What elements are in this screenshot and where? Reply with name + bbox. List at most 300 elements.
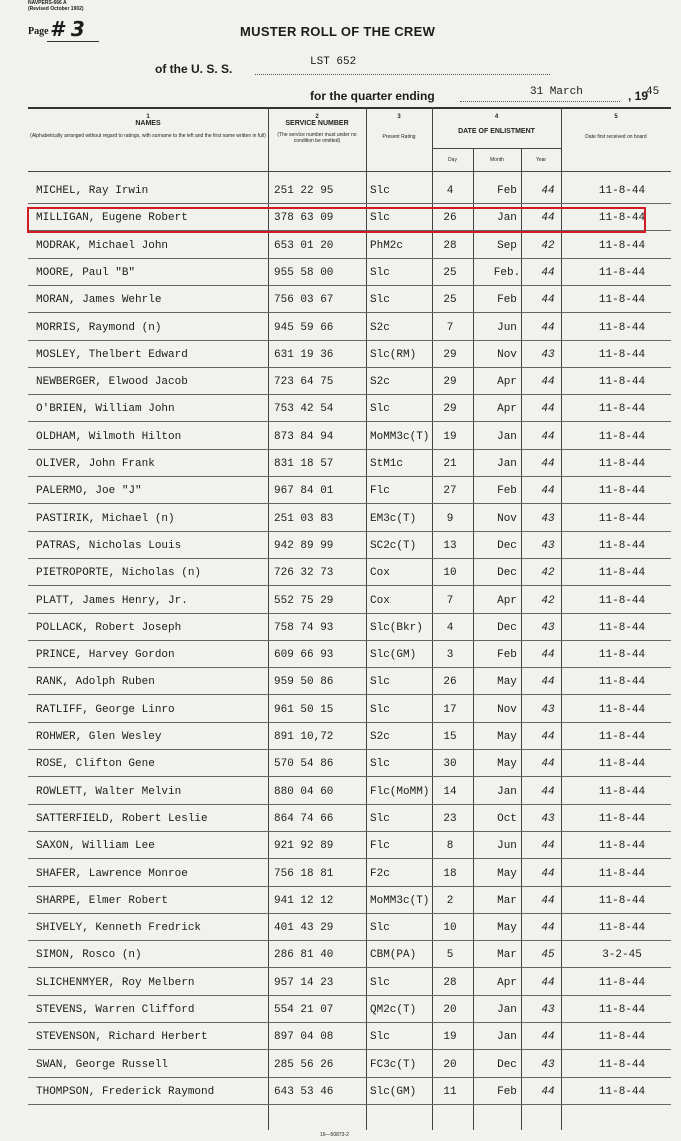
date-received: 11-8-44	[598, 294, 646, 307]
enlist-month: Feb.	[493, 266, 521, 279]
date-received: 11-8-44	[598, 867, 646, 880]
enlist-day: 7	[446, 321, 454, 334]
enlist-year: 44	[541, 976, 555, 989]
crew-name: SATTERFIELD, Robert Leslie	[36, 812, 208, 825]
enlist-month: Dec	[497, 567, 517, 580]
enlist-year: 44	[541, 894, 555, 907]
date-received: 3-2-45	[602, 949, 642, 962]
service-number: 891 10,72	[274, 731, 334, 743]
rating: S2c	[370, 321, 390, 334]
service-number: 378 63 09	[274, 212, 334, 225]
table-row	[28, 886, 671, 914]
service-number: 897 04 08	[274, 1031, 334, 1044]
rating: Slc(Bkr)	[370, 621, 423, 634]
service-number: 552 75 29	[274, 594, 334, 607]
date-received: 11-8-44	[598, 458, 646, 470]
crew-name: ROSE, Clifton Gene	[36, 758, 155, 771]
table-top-rule	[28, 107, 671, 109]
enlistment-day-header: Day	[448, 157, 457, 163]
enlist-month: Apr	[497, 594, 517, 607]
table-row	[28, 749, 671, 777]
rating: Slc	[370, 185, 390, 197]
service-number: 631 19 36	[274, 348, 334, 361]
enlist-month: Feb	[497, 185, 517, 197]
table-row	[28, 586, 671, 614]
ship-value: LST 652	[310, 56, 357, 68]
enlist-month: May	[497, 867, 517, 880]
service-number: 942 89 99	[274, 539, 334, 552]
rating: PhM2c	[370, 239, 404, 252]
enlist-month: Jun	[497, 321, 517, 334]
date-received: 11-8-44	[598, 185, 646, 197]
table-row	[28, 722, 671, 750]
date-received: 11-8-44	[598, 485, 646, 498]
table-row	[28, 913, 671, 941]
crew-name: SHAFER, Lawrence Monroe	[36, 867, 188, 880]
rating: F2c	[370, 867, 390, 880]
enlist-year: 44	[541, 758, 555, 771]
enlist-month: Jan	[497, 430, 517, 443]
date-received: 11-8-44	[598, 594, 646, 607]
table-row	[28, 258, 671, 286]
table-row	[28, 804, 671, 832]
service-col-title: SERVICE NUMBER	[285, 120, 349, 127]
enlist-month: Jan	[497, 1031, 517, 1044]
header-received	[561, 114, 671, 140]
rating: Flc(MoMM)	[370, 785, 430, 798]
enlist-month: Mar	[497, 894, 517, 907]
service-number: 967 84 01	[274, 485, 334, 498]
crew-name: THOMPSON, Frederick Raymond	[36, 1085, 215, 1098]
enlist-year: 44	[541, 403, 555, 416]
table-row	[28, 640, 671, 668]
enlist-day: 20	[443, 1058, 457, 1071]
rating: Cox	[370, 567, 390, 580]
enlist-year: 44	[541, 922, 555, 935]
crew-name: MILLIGAN, Eugene Robert	[36, 212, 188, 225]
rating: S2c	[370, 731, 390, 743]
service-number: 285 56 26	[274, 1058, 334, 1071]
service-number: 554 21 07	[274, 1004, 334, 1016]
date-received: 11-8-44	[598, 840, 646, 853]
enlist-month: Jan	[497, 1004, 517, 1016]
rating: Slc(GM)	[370, 649, 417, 662]
enlist-day: 26	[443, 212, 457, 225]
rating: CBM(PA)	[370, 949, 417, 962]
rating: Cox	[370, 594, 390, 607]
enlist-month: Feb	[497, 649, 517, 662]
date-received: 11-8-44	[598, 321, 646, 334]
enlist-year: 44	[541, 649, 555, 662]
header-names	[28, 114, 268, 139]
ship-label: of the U. S. S.	[155, 62, 233, 76]
names-col-num: 1	[146, 114, 150, 120]
date-received: 11-8-44	[598, 430, 646, 443]
service-number: 959 50 86	[274, 676, 334, 689]
crew-name: MICHEL, Ray Irwin	[36, 185, 149, 197]
rating: Slc	[370, 212, 390, 225]
service-number: 609 66 93	[274, 649, 334, 662]
rating: FC3c(T)	[370, 1058, 417, 1071]
service-number: 921 92 89	[274, 840, 334, 853]
year-value: 45	[646, 86, 660, 98]
rating-col-num: 3	[397, 114, 401, 120]
enlist-year: 44	[541, 458, 555, 470]
enlist-year: 44	[541, 1085, 555, 1098]
enlist-year: 44	[541, 185, 555, 197]
date-received: 11-8-44	[598, 785, 646, 798]
crew-name: ROWLETT, Walter Melvin	[36, 785, 182, 798]
enlist-month: Dec	[497, 1058, 517, 1071]
enlist-day: 20	[443, 1004, 457, 1016]
table-row	[28, 1077, 671, 1105]
crew-name: SIMON, Rosco (n)	[36, 949, 142, 962]
service-number: 251 22 95	[274, 185, 334, 197]
rating: MoMM3c(T)	[370, 430, 430, 443]
date-received: 11-8-44	[598, 922, 646, 935]
table-row	[28, 859, 671, 887]
table-row	[28, 449, 671, 477]
service-number: 286 81 40	[274, 949, 334, 962]
enlist-day: 7	[446, 594, 454, 607]
rating: Slc	[370, 758, 390, 771]
table-row	[28, 1050, 671, 1078]
rating: Slc	[370, 703, 390, 716]
rating: Slc	[370, 294, 390, 307]
enlist-day: 11	[443, 1085, 457, 1098]
date-received: 11-8-44	[598, 1058, 646, 1071]
enlist-year: 43	[541, 621, 555, 634]
table-row	[28, 695, 671, 723]
date-received: 11-8-44	[598, 376, 646, 389]
service-number: 756 18 81	[274, 867, 334, 880]
crew-name: PATRAS, Nicholas Louis	[36, 539, 182, 552]
enlist-year: 44	[541, 867, 555, 880]
enlist-day: 29	[443, 348, 457, 361]
rating: Slc	[370, 403, 390, 416]
enlist-year: 42	[541, 567, 555, 580]
enlist-year: 43	[541, 539, 555, 552]
enlist-day: 19	[443, 1031, 457, 1044]
enlist-year: 44	[541, 294, 555, 307]
quarter-line	[460, 101, 620, 102]
enlist-day: 29	[443, 403, 457, 416]
table-row	[28, 313, 671, 341]
rating: SC2c(T)	[370, 539, 417, 552]
crew-name: ROHWER, Glen Wesley	[36, 731, 162, 743]
enlistment-col-title: DATE OF ENLISTMENT	[458, 128, 535, 135]
date-received: 11-8-44	[598, 894, 646, 907]
enlistment-month-header: Month	[490, 157, 504, 163]
enlist-year: 44	[541, 731, 555, 743]
service-number: 643 53 46	[274, 1085, 334, 1098]
crew-name: OLDHAM, Wilmoth Hilton	[36, 430, 182, 443]
date-received: 11-8-44	[598, 403, 646, 416]
enlistment-year-header: Year	[535, 157, 547, 163]
crew-name: PRINCE, Harvey Gordon	[36, 649, 175, 662]
crew-name: STEVENS, Warren Clifford	[36, 1004, 195, 1016]
row-highlight	[27, 207, 646, 233]
service-number: 653 01 20	[274, 239, 334, 252]
crew-name: NEWBERGER, Elwood Jacob	[36, 376, 188, 389]
header-rating	[366, 114, 432, 140]
table-row	[28, 777, 671, 805]
enlist-day: 9	[446, 512, 454, 525]
service-number: 961 50 15	[274, 703, 334, 716]
service-number: 723 64 75	[274, 376, 334, 389]
rating: Slc	[370, 976, 390, 989]
enlist-month: Dec	[497, 539, 517, 552]
table-row	[28, 340, 671, 368]
service-number: 831 18 57	[274, 458, 334, 470]
enlist-day: 10	[443, 922, 457, 935]
crew-name: SHIVELY, Kenneth Fredrick	[36, 922, 202, 935]
table-row	[28, 176, 671, 204]
enlist-month: Nov	[497, 348, 517, 361]
enlist-day: 28	[443, 976, 457, 989]
table-row	[28, 968, 671, 996]
crew-name: MODRAK, Michael John	[36, 239, 169, 252]
date-received: 11-8-44	[598, 539, 646, 552]
enlist-day: 26	[443, 676, 457, 689]
enlist-month: Feb	[497, 294, 517, 307]
rating-col-title: Present Rating	[382, 134, 416, 140]
enlist-month: Feb	[497, 1085, 517, 1098]
date-received: 11-8-44	[598, 1004, 646, 1016]
table-row	[28, 831, 671, 859]
enlist-day: 28	[443, 239, 457, 252]
date-received: 11-8-44	[598, 676, 646, 689]
enlist-month: Mar	[497, 949, 517, 962]
print-code: 16—50873-2	[320, 1132, 349, 1138]
enlist-year: 44	[541, 676, 555, 689]
enlistment-col-num: 4	[494, 114, 499, 120]
page-number-line	[47, 41, 99, 42]
crew-name: SHARPE, Elmer Robert	[36, 894, 169, 907]
form-id-line2: (Revised October 1902)	[28, 6, 84, 12]
enlist-year: 42	[541, 239, 555, 252]
enlist-day: 4	[446, 621, 454, 634]
crew-name: MOORE, Paul "B"	[36, 266, 136, 279]
enlist-day: 2	[446, 894, 454, 907]
enlist-year: 44	[541, 1031, 555, 1044]
service-number: 945 59 66	[274, 321, 334, 334]
crew-name: MORRIS, Raymond (n)	[36, 321, 162, 334]
table-row	[28, 367, 671, 395]
date-received: 11-8-44	[598, 266, 646, 279]
enlist-year: 43	[541, 348, 555, 361]
enlist-day: 5	[446, 949, 454, 962]
enlist-month: Dec	[497, 621, 517, 634]
enlist-day: 25	[443, 294, 457, 307]
date-received: 11-8-44	[598, 731, 646, 743]
crew-name: MORAN, James Wehrle	[36, 294, 162, 307]
date-received: 11-8-44	[598, 649, 646, 662]
service-number: 957 14 23	[274, 976, 334, 989]
enlist-day: 23	[443, 812, 457, 825]
table-row	[28, 613, 671, 641]
enlist-month: May	[497, 731, 517, 743]
rating: Slc(GM)	[370, 1085, 417, 1098]
date-received: 11-8-44	[598, 212, 646, 225]
page-number: # 3	[50, 17, 85, 41]
service-number: 753 42 54	[274, 403, 334, 416]
crew-name: POLLACK, Robert Joseph	[36, 621, 182, 634]
header-service	[268, 114, 366, 144]
service-number: 955 58 00	[274, 266, 334, 279]
enlist-month: Apr	[497, 376, 517, 389]
enlist-month: Apr	[497, 976, 517, 989]
service-number: 864 74 66	[274, 812, 334, 825]
enlist-month: May	[497, 922, 517, 935]
service-number: 756 03 67	[274, 294, 334, 307]
service-number: 570 54 86	[274, 758, 334, 771]
enlist-month: Jan	[497, 458, 517, 470]
rating: EM3c(T)	[370, 512, 417, 525]
enlist-year: 43	[541, 1004, 555, 1016]
enlist-day: 30	[443, 758, 457, 771]
enlist-year: 44	[541, 785, 555, 798]
date-received: 11-8-44	[598, 1085, 646, 1098]
enlist-day: 19	[443, 430, 457, 443]
rating: Slc	[370, 676, 390, 689]
page-title: MUSTER ROLL OF THE CREW	[240, 24, 436, 39]
crew-name: PALERMO, Joe "J"	[36, 485, 142, 498]
crew-name: SLICHENMYER, Roy Melbern	[36, 976, 195, 989]
rating: QM2c(T)	[370, 1004, 417, 1016]
enlist-year: 44	[541, 840, 555, 853]
enlist-year: 42	[541, 594, 555, 607]
rating: Flc	[370, 840, 390, 853]
date-received: 11-8-44	[598, 621, 646, 634]
rating: Slc	[370, 1031, 390, 1044]
table-row	[28, 422, 671, 450]
enlist-month: Sep	[497, 239, 517, 252]
date-received: 11-8-44	[598, 976, 646, 989]
table-row	[28, 995, 671, 1023]
table-row	[28, 531, 671, 559]
enlist-day: 14	[443, 785, 457, 798]
crew-name: PLATT, James Henry, Jr.	[36, 594, 188, 607]
service-col-note: (The service number must under no condition be omitted)	[277, 132, 357, 144]
enlist-month: May	[497, 676, 517, 689]
rating: Slc(RM)	[370, 348, 417, 361]
names-col-title: NAMES	[135, 120, 161, 127]
enlist-year: 45	[541, 949, 555, 962]
enlist-year: 44	[541, 266, 555, 279]
date-received: 11-8-44	[598, 512, 646, 525]
crew-name: RATLIFF, George Linro	[36, 703, 175, 716]
table-row	[28, 504, 671, 532]
enlist-day: 8	[446, 840, 454, 853]
year-label: , 19	[628, 89, 649, 103]
crew-name: MOSLEY, Thelbert Edward	[36, 348, 188, 361]
table-row	[28, 231, 671, 259]
table-row	[28, 394, 671, 422]
enlist-month: Jan	[497, 212, 517, 225]
enlist-day: 21	[443, 458, 457, 470]
crew-name: O'BRIEN, William John	[36, 403, 175, 416]
enlist-year: 44	[541, 321, 555, 334]
enlist-year: 43	[541, 812, 555, 825]
rating: Slc	[370, 266, 390, 279]
enlist-day: 10	[443, 567, 457, 580]
service-number: 726 32 73	[274, 567, 334, 580]
enlist-year: 43	[541, 512, 555, 525]
enlist-year: 43	[541, 1058, 555, 1071]
enlist-month: May	[497, 758, 517, 771]
form-id	[28, 0, 84, 12]
table-row	[28, 285, 671, 313]
service-number: 401 43 29	[274, 922, 334, 935]
crew-name: OLIVER, John Frank	[36, 458, 155, 470]
date-received: 11-8-44	[598, 812, 646, 825]
date-received: 11-8-44	[598, 567, 646, 580]
crew-name: SWAN, George Russell	[36, 1058, 169, 1071]
table-header-rule	[28, 171, 671, 172]
date-received: 11-8-44	[598, 703, 646, 716]
enlist-day: 4	[446, 185, 454, 197]
received-col-num: 5	[614, 114, 618, 120]
enlist-year: 44	[541, 430, 555, 443]
form-id-line1: NAVPERS-666 A	[28, 0, 67, 6]
service-number: 941 12 12	[274, 894, 334, 907]
enlist-month: Nov	[497, 512, 517, 525]
table-row	[28, 558, 671, 586]
enlist-day: 27	[443, 485, 457, 498]
enlist-year: 43	[541, 703, 555, 716]
crew-name: RANK, Adolph Ruben	[36, 676, 155, 689]
date-received: 11-8-44	[598, 758, 646, 771]
enlistment-subhead-rule	[432, 148, 561, 149]
quarter-value: 31 March	[530, 86, 583, 98]
enlist-month: Feb	[497, 485, 517, 498]
enlist-day: 25	[443, 266, 457, 279]
enlist-day: 15	[443, 731, 457, 743]
crew-name: SAXON, William Lee	[36, 840, 155, 853]
rating: Slc	[370, 922, 390, 935]
enlist-day: 18	[443, 867, 457, 880]
date-received: 11-8-44	[598, 348, 646, 361]
table-row	[28, 940, 671, 968]
enlist-year: 44	[541, 485, 555, 498]
header-enlistment	[432, 114, 561, 135]
service-number: 880 04 60	[274, 785, 334, 798]
service-col-num: 2	[315, 114, 319, 120]
quarter-label: for the quarter ending	[310, 89, 435, 103]
rating: MoMM3c(T)	[370, 894, 430, 907]
enlist-day: 3	[446, 649, 454, 662]
date-received: 11-8-44	[598, 239, 646, 252]
crew-name: PIETROPORTE, Nicholas (n)	[36, 567, 202, 580]
enlist-month: Nov	[497, 703, 517, 716]
crew-name: STEVENSON, Richard Herbert	[36, 1031, 208, 1044]
enlist-day: 17	[443, 703, 457, 716]
rating: S2c	[370, 376, 390, 389]
enlist-month: Jun	[497, 840, 517, 853]
enlist-day: 29	[443, 376, 457, 389]
names-col-note: (Alphabetically arranged without regard to ratings, with surname to the left and the first name written in full)	[30, 133, 266, 139]
enlist-month: Jan	[497, 785, 517, 798]
service-number: 251 03 83	[274, 512, 334, 525]
enlist-month: Apr	[497, 403, 517, 416]
rating: Flc	[370, 485, 390, 498]
enlist-year: 44	[541, 376, 555, 389]
table-row	[28, 1022, 671, 1050]
table-row	[28, 476, 671, 504]
crew-name: PASTIRIK, Michael (n)	[36, 512, 175, 525]
enlist-day: 13	[443, 539, 457, 552]
